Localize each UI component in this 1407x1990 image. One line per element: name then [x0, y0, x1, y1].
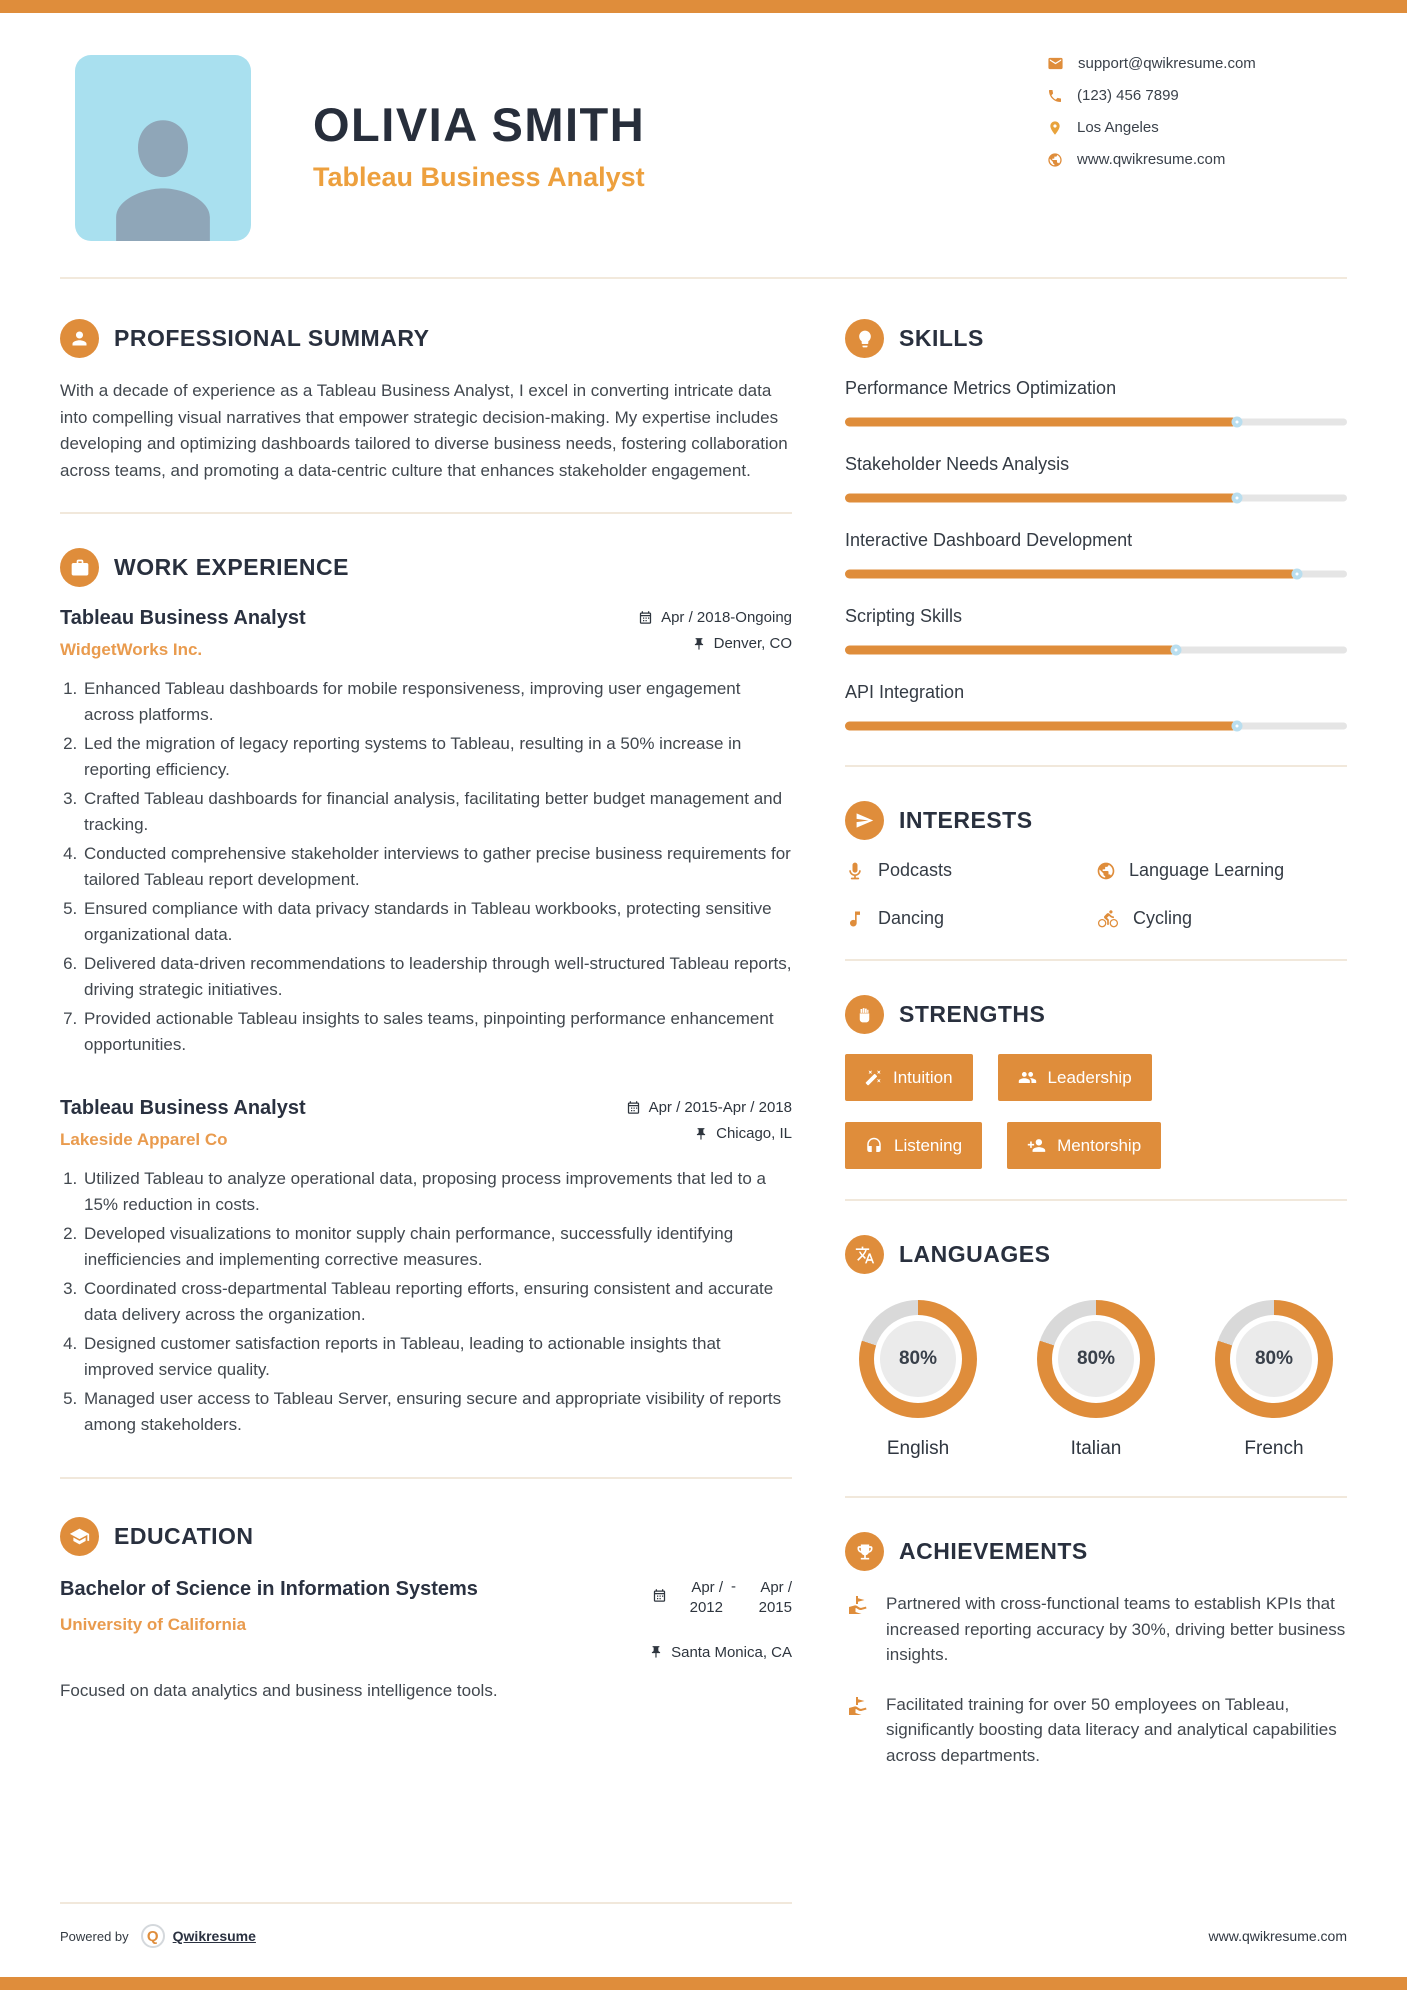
- job-bullet: 7. Provided actionable Tableau insights to sales teams, pinpointing performance enhancement opportunities.: [82, 1006, 792, 1057]
- skills-heading: SKILLS: [899, 325, 984, 351]
- education-date-separator: -: [731, 1578, 736, 1596]
- interest-label: Cycling: [1133, 908, 1193, 928]
- education-location-text: Santa Monica, CA: [671, 1643, 792, 1661]
- envelope-icon: [1047, 55, 1064, 72]
- skills-section-header: [845, 319, 1347, 358]
- globe-icon: [1096, 861, 1116, 881]
- trophy-icon: [845, 1532, 884, 1571]
- bottom-accent-bar: [0, 1977, 1407, 1990]
- calendar-icon: [652, 1588, 667, 1603]
- globe-icon: [1047, 152, 1063, 168]
- interests-heading: INTERESTS: [899, 807, 1033, 833]
- skill-label: API Integration: [845, 682, 965, 702]
- skill-item: [845, 378, 1347, 431]
- job-bullet: 3. Coordinated cross-departmental Tableau reporting efforts, ensuring consistent and accurate data delivery across the organization.: [82, 1276, 792, 1327]
- job-bullet-list: [82, 676, 792, 1057]
- summary-heading: PROFESSIONAL SUMMARY: [114, 325, 430, 351]
- section-divider: [845, 1199, 1347, 1201]
- skill-label: Performance Metrics Optimization: [845, 378, 1117, 398]
- achievement-text: Facilitated training for over 50 employees on Tableau, significantly boosting data literacy and analytical capabilities across departments.: [886, 1694, 1337, 1765]
- language-donut-chart: [1037, 1300, 1155, 1418]
- job-date: [626, 1099, 792, 1116]
- phone-icon: [1047, 88, 1063, 104]
- job-bullet: 2. Led the migration of legacy reporting systems to Tableau, resulting in a 50% increase in reporting efficiency.: [82, 731, 792, 782]
- calendar-icon: [638, 610, 653, 625]
- section-divider: [845, 959, 1347, 961]
- slider-knob[interactable]: [1291, 569, 1302, 580]
- profile-photo: [75, 55, 251, 241]
- languages-row: [845, 1294, 1347, 1460]
- education-degree: Bachelor of Science in Information Systems: [60, 1578, 478, 1601]
- skill-progress-bar: [845, 717, 1347, 735]
- skill-progress-bar: [845, 641, 1347, 659]
- job-title: Tableau Business Analyst: [60, 607, 306, 630]
- strength-label: Listening: [894, 1135, 963, 1155]
- contact-block: [1047, 55, 1347, 168]
- language-label: Italian: [1070, 1438, 1122, 1459]
- job-location: [694, 1125, 792, 1142]
- contact-location: [1047, 119, 1347, 136]
- hand-flag-icon: [845, 1594, 869, 1618]
- education-school: University of California: [60, 1615, 247, 1635]
- achievement-text: Partnered with cross-functional teams to establish KPIs that increased reporting accuracy by 30%, driving better business insights.: [886, 1594, 1346, 1664]
- strength-badge[interactable]: [1007, 1122, 1161, 1169]
- job-bullet: 3. Crafted Tableau dashboards for financial analysis, facilitating better budget management and tracking.: [82, 786, 792, 837]
- job-date: [638, 609, 792, 626]
- person-silhouette-icon: [88, 99, 238, 241]
- summary-text: With a decade of experience as a Tableau Business Analyst, I excel in converting intricate data into compelling visual narratives that empower strategic decision-making. My expertise includes developing and optimizing dashboards tailored to diverse business needs, fostering collaboration across teams, and promoting a data-centric culture that enhances stakeholder engagement.: [60, 381, 788, 480]
- pushpin-icon: [649, 1645, 663, 1659]
- languages-section-header: [845, 1235, 1347, 1274]
- slider-knob[interactable]: [1231, 721, 1242, 732]
- users-icon: [1018, 1068, 1037, 1087]
- interest-item: [845, 860, 1096, 881]
- interests-grid: [845, 860, 1347, 929]
- section-divider: [845, 765, 1347, 767]
- strength-label: Mentorship: [1057, 1135, 1142, 1155]
- section-divider: [845, 1496, 1347, 1498]
- slider-knob[interactable]: [1171, 645, 1182, 656]
- language-item: [1209, 1300, 1339, 1460]
- job-date-text: Apr / 2015-Apr / 2018: [648, 1099, 792, 1117]
- language-item: [1031, 1300, 1161, 1460]
- languages-heading: LANGUAGES: [899, 1241, 1051, 1267]
- education-heading: EDUCATION: [114, 1523, 254, 1550]
- education-section-header: [60, 1517, 792, 1556]
- language-percent: 80%: [1236, 1321, 1312, 1397]
- contact-email-text: support@qwikresume.com: [1078, 55, 1256, 72]
- interest-label: Language Learning: [1129, 860, 1285, 880]
- strength-label: Leadership: [1047, 1067, 1132, 1087]
- footer-divider: [60, 1902, 792, 1904]
- language-label: French: [1244, 1438, 1304, 1459]
- job-bullet: 5. Ensured compliance with data privacy standards in Tableau workbooks, protecting sensitive organizational data.: [82, 896, 792, 947]
- interest-label: Podcasts: [878, 860, 953, 880]
- work-section-header: [60, 548, 792, 587]
- right-column: [845, 319, 1347, 1792]
- interest-item: [1096, 860, 1347, 881]
- work-heading: WORK EXPERIENCE: [114, 554, 349, 581]
- powered-by-label: Powered by: [60, 1928, 129, 1944]
- map-pin-icon: [1047, 120, 1063, 136]
- skill-item: [845, 606, 1347, 659]
- strengths-row: [845, 1054, 1347, 1101]
- language-percent: 80%: [880, 1321, 956, 1397]
- translate-icon: [845, 1235, 884, 1274]
- job-bullet: 4. Conducted comprehensive stakeholder interviews to gather precise business requirements for tailored Tableau report development.: [82, 841, 792, 892]
- skill-progress-bar: [845, 413, 1347, 431]
- section-divider: [60, 1477, 792, 1479]
- interest-label: Dancing: [878, 908, 945, 928]
- magic-wand-icon: [865, 1069, 882, 1086]
- skill-progress-bar: [845, 489, 1347, 507]
- job-company: Lakeside Apparel Co: [60, 1130, 228, 1150]
- qwikresume-logo: Q: [141, 1924, 165, 1948]
- education-entry: [60, 1576, 792, 1661]
- language-donut-chart: [1215, 1300, 1333, 1418]
- skill-item: [845, 454, 1347, 507]
- achievement-item: [845, 1692, 1347, 1769]
- identity-block: [313, 97, 645, 193]
- strengths-section-header: [845, 995, 1347, 1034]
- job-location-text: Chicago, IL: [716, 1125, 792, 1143]
- qwikresume-link[interactable]: Qwikresume: [172, 1928, 256, 1944]
- fist-icon: [845, 995, 884, 1034]
- job-location: [692, 635, 792, 652]
- achievement-item: [845, 1591, 1347, 1668]
- contact-website[interactable]: [1047, 151, 1347, 168]
- skill-item: [845, 682, 1347, 735]
- education-description: Focused on data analytics and business intelligence tools.: [60, 1680, 498, 1700]
- language-item: [853, 1300, 983, 1460]
- job-bullet: 4. Designed customer satisfaction reports in Tableau, leading to actionable insights that improved service quality.: [82, 1331, 792, 1382]
- job-bullet: 2. Developed visualizations to monitor supply chain performance, successfully identifying inefficiencies and implementing corrective measures.: [82, 1221, 792, 1272]
- language-donut-chart: [859, 1300, 977, 1418]
- strength-label: Intuition: [893, 1067, 953, 1087]
- education-date-end: Apr / 2015: [758, 1579, 792, 1617]
- slider-knob[interactable]: [1231, 493, 1242, 504]
- job-bullet: 1. Enhanced Tableau dashboards for mobile responsiveness, improving user engagement across platforms.: [82, 676, 792, 727]
- slider-knob[interactable]: [1231, 417, 1242, 428]
- section-divider: [60, 512, 792, 514]
- strengths-heading: STRENGTHS: [899, 1001, 1046, 1027]
- language-label: English: [886, 1438, 950, 1459]
- job-entry: [60, 607, 792, 1057]
- header: [0, 0, 1407, 241]
- job-bullet: 5. Managed user access to Tableau Server, ensuring secure and appropriate visibility of reports among stakeholders.: [82, 1386, 792, 1437]
- candidate-title: Tableau Business Analyst: [313, 162, 645, 192]
- job-bullet: 6. Delivered data-driven recommendations to leadership through well-structured Tableau reports, driving strategic initiatives.: [82, 951, 792, 1002]
- job-bullet-list: [82, 1166, 792, 1437]
- job-bullet: 1. Utilized Tableau to analyze operational data, proposing process improvements that led to a 15% reduction in costs.: [82, 1166, 792, 1217]
- contact-phone-text: (123) 456 7899: [1077, 87, 1179, 104]
- skill-label: Stakeholder Needs Analysis: [845, 454, 1070, 474]
- strength-badge[interactable]: [845, 1122, 982, 1169]
- achievements-heading: ACHIEVEMENTS: [899, 1538, 1088, 1564]
- skill-item: [845, 530, 1347, 583]
- lightbulb-icon: [845, 319, 884, 358]
- language-percent: 80%: [1058, 1321, 1134, 1397]
- person-plus-icon: [1027, 1136, 1046, 1155]
- skill-label: Interactive Dashboard Development: [845, 530, 1133, 550]
- interest-item: [1096, 908, 1347, 929]
- skill-progress-bar: [845, 565, 1347, 583]
- education-date: [652, 1578, 792, 1619]
- interest-item: [845, 908, 1096, 929]
- job-entry: [60, 1097, 792, 1437]
- person-icon: [60, 319, 99, 358]
- interests-section-header: [845, 801, 1347, 840]
- top-accent-bar: [0, 0, 1407, 13]
- pushpin-icon: [694, 1127, 708, 1141]
- pushpin-icon: [692, 637, 706, 651]
- job-date-text: Apr / 2018-Ongoing: [661, 609, 792, 627]
- paper-plane-icon: [845, 801, 884, 840]
- education-date-start: Apr / 2012: [689, 1579, 723, 1617]
- contact-email[interactable]: [1047, 55, 1347, 72]
- strengths-row: [845, 1122, 1347, 1169]
- education-location: [649, 1644, 792, 1661]
- calendar-icon: [626, 1100, 641, 1115]
- job-company: WidgetWorks Inc.: [60, 640, 203, 660]
- left-column: [60, 319, 792, 1792]
- footer: [60, 1924, 1347, 1948]
- office-chair-icon: [60, 548, 99, 587]
- hand-flag-icon: [845, 1695, 869, 1719]
- strength-badge[interactable]: [845, 1054, 973, 1101]
- strength-badge[interactable]: [998, 1054, 1152, 1101]
- summary-section-header: [60, 319, 792, 358]
- contact-phone: [1047, 87, 1347, 104]
- job-location-text: Denver, CO: [713, 635, 792, 653]
- bicycle-icon: [1096, 909, 1120, 929]
- headphones-icon: [865, 1137, 883, 1155]
- graduate-icon: [60, 1517, 99, 1556]
- footer-website-link[interactable]: www.qwikresume.com: [1208, 1928, 1347, 1944]
- job-title: Tableau Business Analyst: [60, 1097, 306, 1120]
- candidate-name: OLIVIA SMITH: [313, 98, 646, 151]
- music-note-icon: [845, 909, 865, 929]
- skill-label: Scripting Skills: [845, 606, 963, 626]
- contact-location-text: Los Angeles: [1077, 119, 1159, 136]
- achievements-section-header: [845, 1532, 1347, 1571]
- microphone-icon: [845, 861, 865, 881]
- contact-website-text: www.qwikresume.com: [1077, 151, 1226, 168]
